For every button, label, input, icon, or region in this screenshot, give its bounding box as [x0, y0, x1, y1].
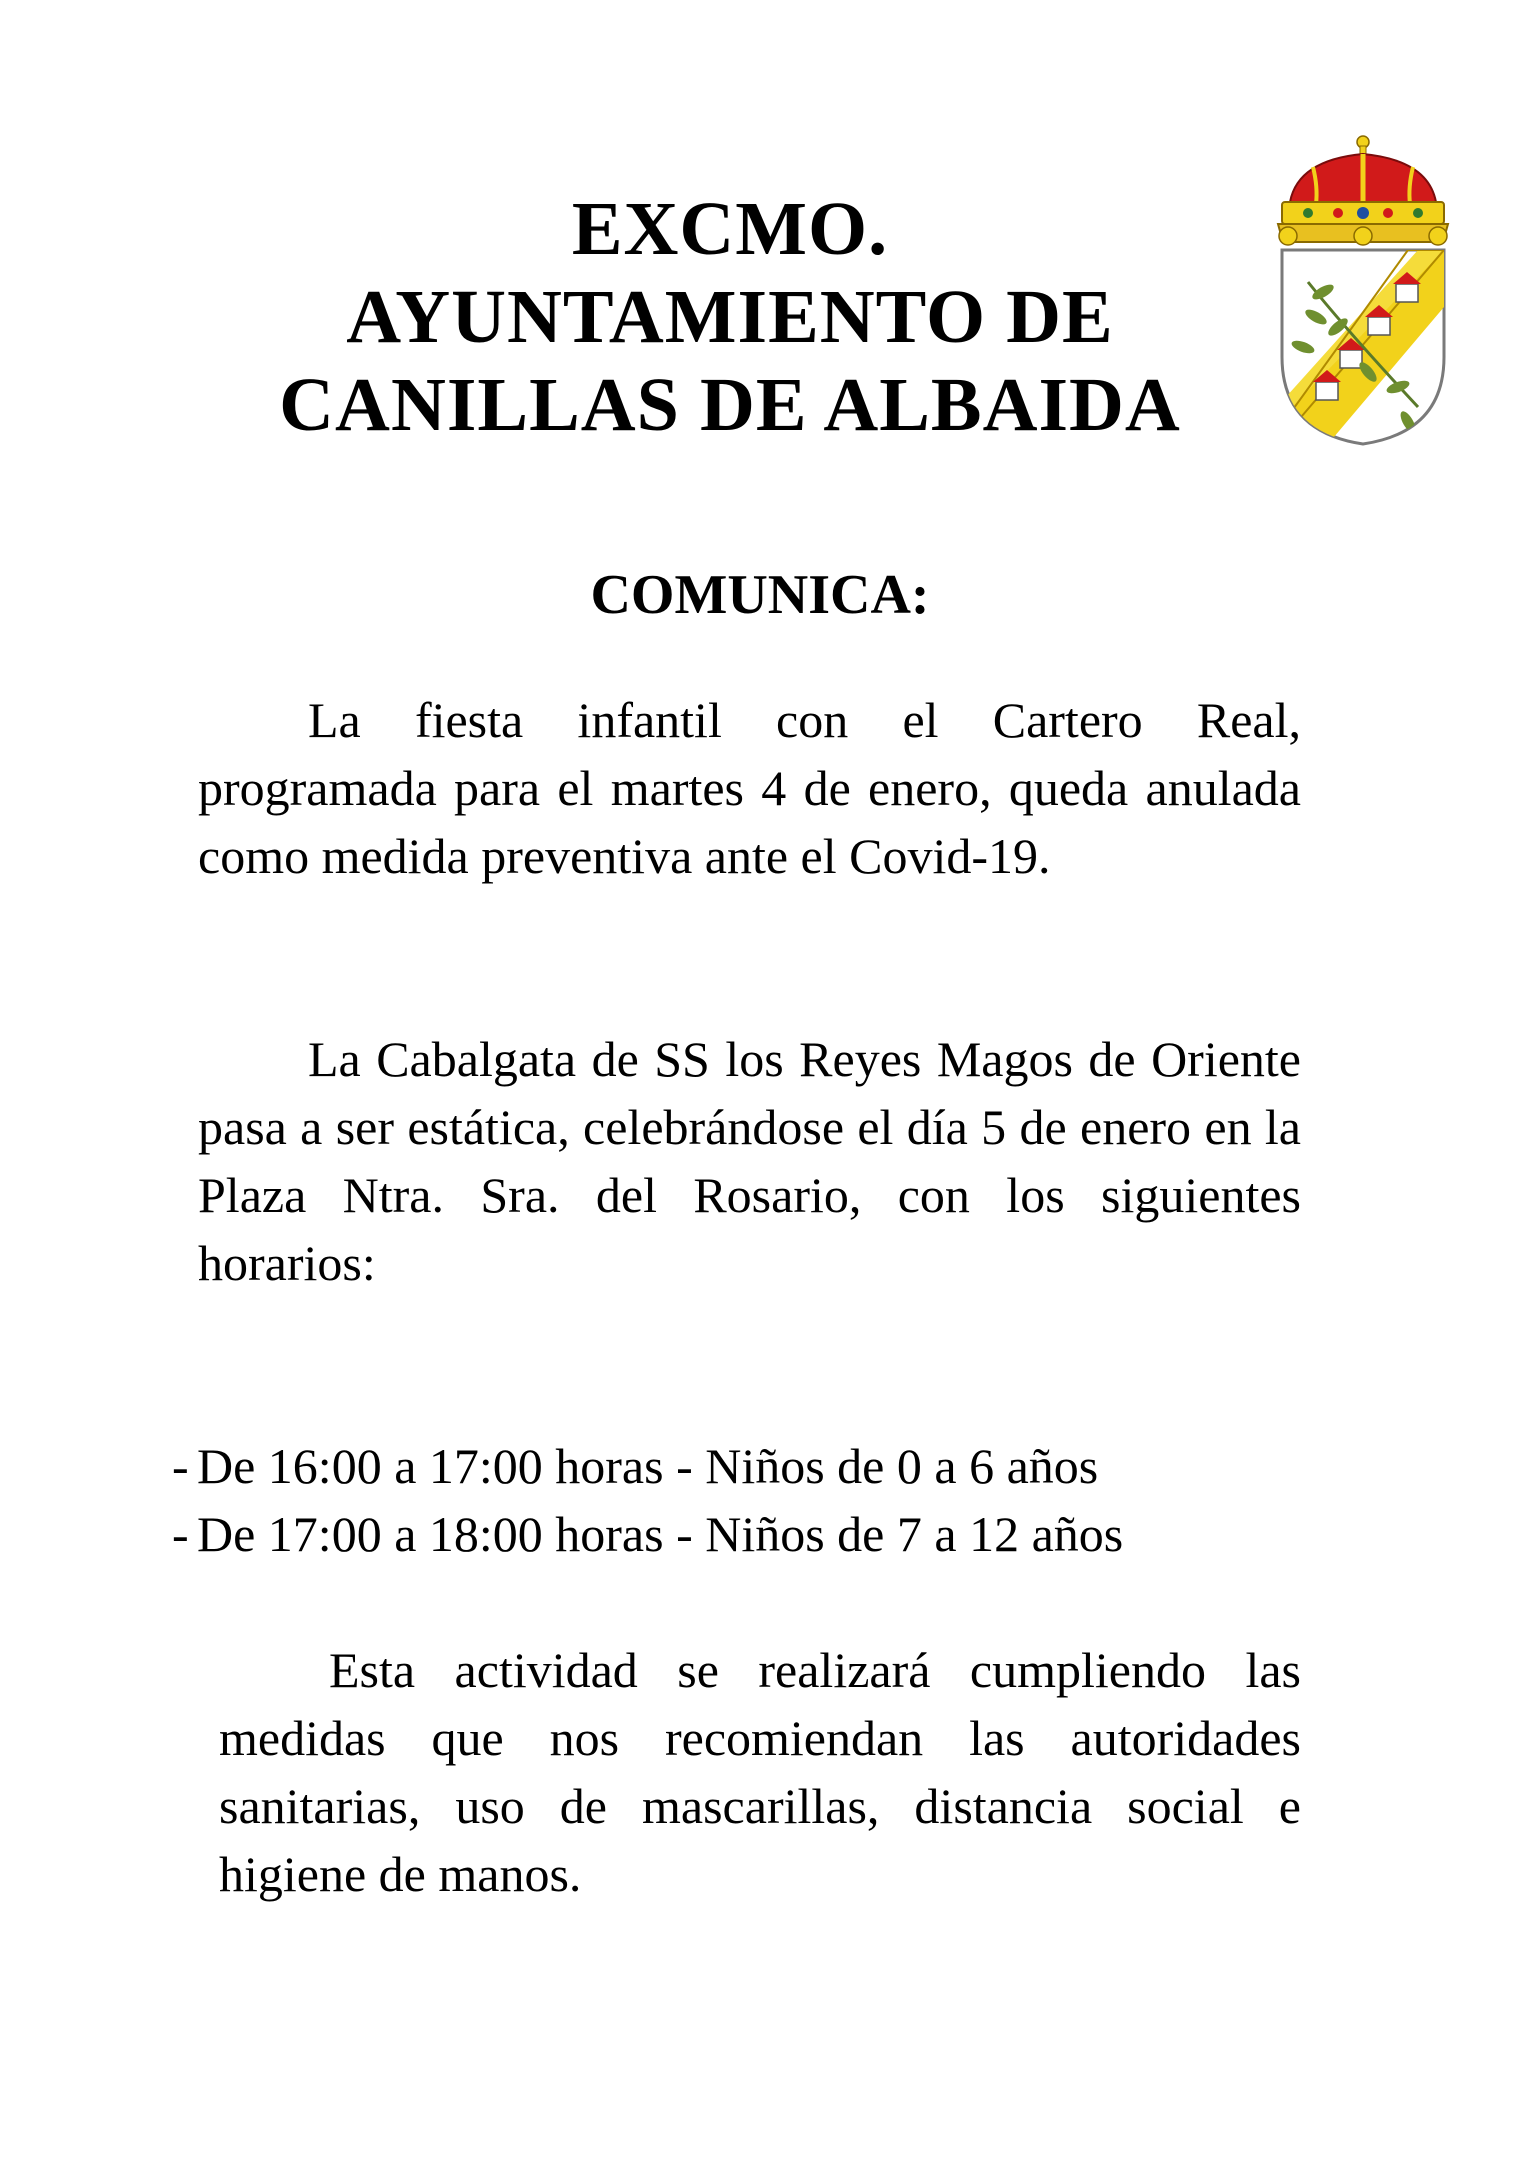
crown-icon	[1278, 136, 1448, 245]
schedule-item	[172, 1432, 1392, 1500]
schedule-list	[172, 1432, 1392, 1568]
bullet-dash: -	[172, 1506, 189, 1562]
announcement-heading: COMUNICA:	[590, 564, 930, 626]
paragraph-health-measures: Esta actividad se realizará cumpliendo las medidas que nos recomiendan las autoridades sanitarias, uso de mascarillas, distancia social e higiene de manos.	[219, 1642, 1301, 1902]
title-line-3: CANILLAS DE ALBAIDA	[279, 363, 1181, 447]
coat-of-arms-icon	[1268, 132, 1458, 447]
paragraph-cancellation: La fiesta infantil con el Cartero Real, programada para el martes 4 de enero, queda anulada como medida preventiva ante el Covid-19.	[198, 692, 1301, 884]
shield-icon	[1268, 250, 1444, 444]
title-line-1: EXCMO.	[571, 187, 889, 271]
paragraph-cabalgata: La Cabalgata de SS los Reyes Magos de Oriente pasa a ser estática, celebrándose el día 5 de enero en la Plaza Ntra. Sra. del Rosario, con los siguientes horarios:	[198, 1031, 1301, 1291]
schedule-item-text: De 17:00 a 18:00 horas - Niños de 7 a 12 años	[197, 1506, 1124, 1562]
title-line-2: AYUNTAMIENTO DE	[346, 275, 1114, 359]
schedule-item-text: De 16:00 a 17:00 horas - Niños de 0 a 6 años	[197, 1438, 1099, 1494]
page-title	[200, 185, 1260, 449]
schedule-item	[172, 1500, 1392, 1568]
bullet-dash: -	[172, 1438, 189, 1494]
